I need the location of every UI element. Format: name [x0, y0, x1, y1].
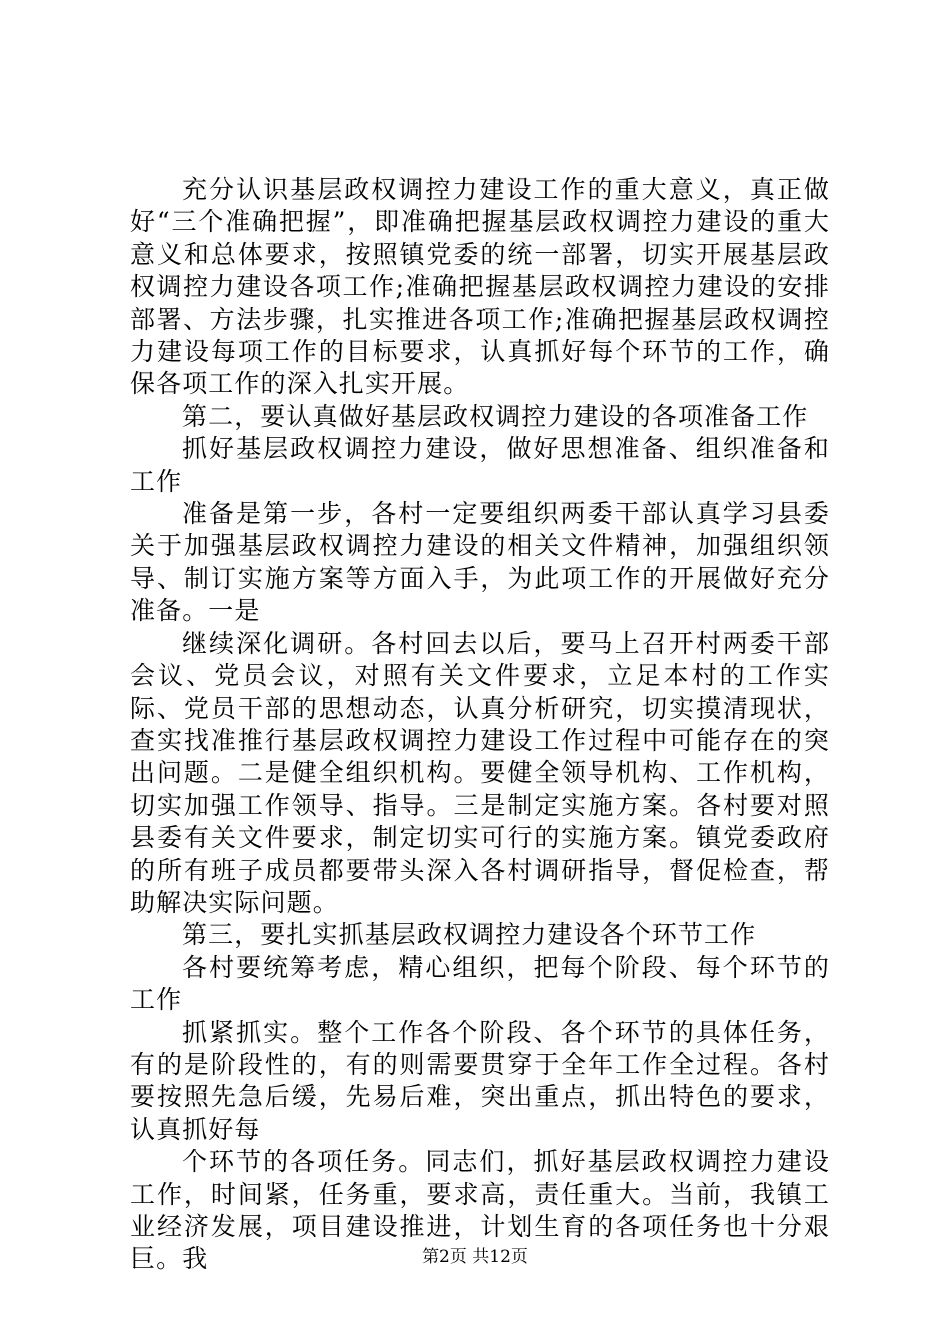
paragraph: 准备是第一步，各村一定要组织两委干部认真学习县委关于加强基层政权调控力建设的相关文件精神，加强组织领导、制订实施方案等方面入手，为此项工作的开展做好充分准备。一是	[130, 499, 830, 626]
paragraph: 抓好基层政权调控力建设，做好思想准备、组织准备和工作	[130, 434, 830, 496]
page-number-footer: 第2页 共12页	[422, 1247, 528, 1267]
paragraph: 充分认识基层政权调控力建设工作的重大意义，真正做好“三个准确把握”，即准确把握基层政权调控力建设的重大意义和总体要求，按照镇党委的统一部署，切实开展基层政权调控力建设各项工作;准确把握基层政权调控力建设的安排部署、方法步骤，扎实推进各项工作;准确把握基层政权调控力建设每项工作的目标要求，认真抓好每个环节的工作，确保各项工作的深入扎实开展。	[130, 175, 830, 399]
paragraph: 各村要统筹考虑，精心组织，把每个阶段、每个环节的工作	[130, 952, 830, 1015]
document-body	[130, 174, 830, 1276]
section-heading: 第三，要扎实抓基层政权调控力建设各个环节工作	[182, 920, 757, 950]
paragraph: 继续深化调研。各村回去以后，要马上召开村两委干部会议、党员会议，对照有关文件要求，立足本村的工作实际、党员干部的思想动态，认真分析研究，切实摸清现状，查实找准推行基层政权调控力建设工作过程中可能存在的突出问题。二是健全组织机构。要健全领导机构、工作机构，切实加强工作领导、指导。三是制定实施方案。各村要对照县委有关文件要求，制定切实可行的实施方案。镇党委政府的所有班子成员都要带头深入各村调研指导，督促检查，帮助解决实际问题。	[130, 628, 830, 917]
paragraph: 个环节的各项任务。同志们，抓好基层政权调控力建设工作，时间紧，任务重，要求高，责任重大。当前，我镇工业经济发展，项目建设推进，计划生育的各项任务也十分艰巨。我	[130, 1147, 830, 1274]
section-heading: 第二，要认真做好基层政权调控力建设的各项准备工作	[182, 401, 809, 431]
paragraph: 抓紧抓实。整个工作各个阶段、各个环节的具体任务，有的是阶段性的，有的则需要贯穿于全年工作全过程。各村要按照先急后缓，先易后难，突出重点，抓出特色的要求，认真抓好每	[130, 1017, 830, 1144]
